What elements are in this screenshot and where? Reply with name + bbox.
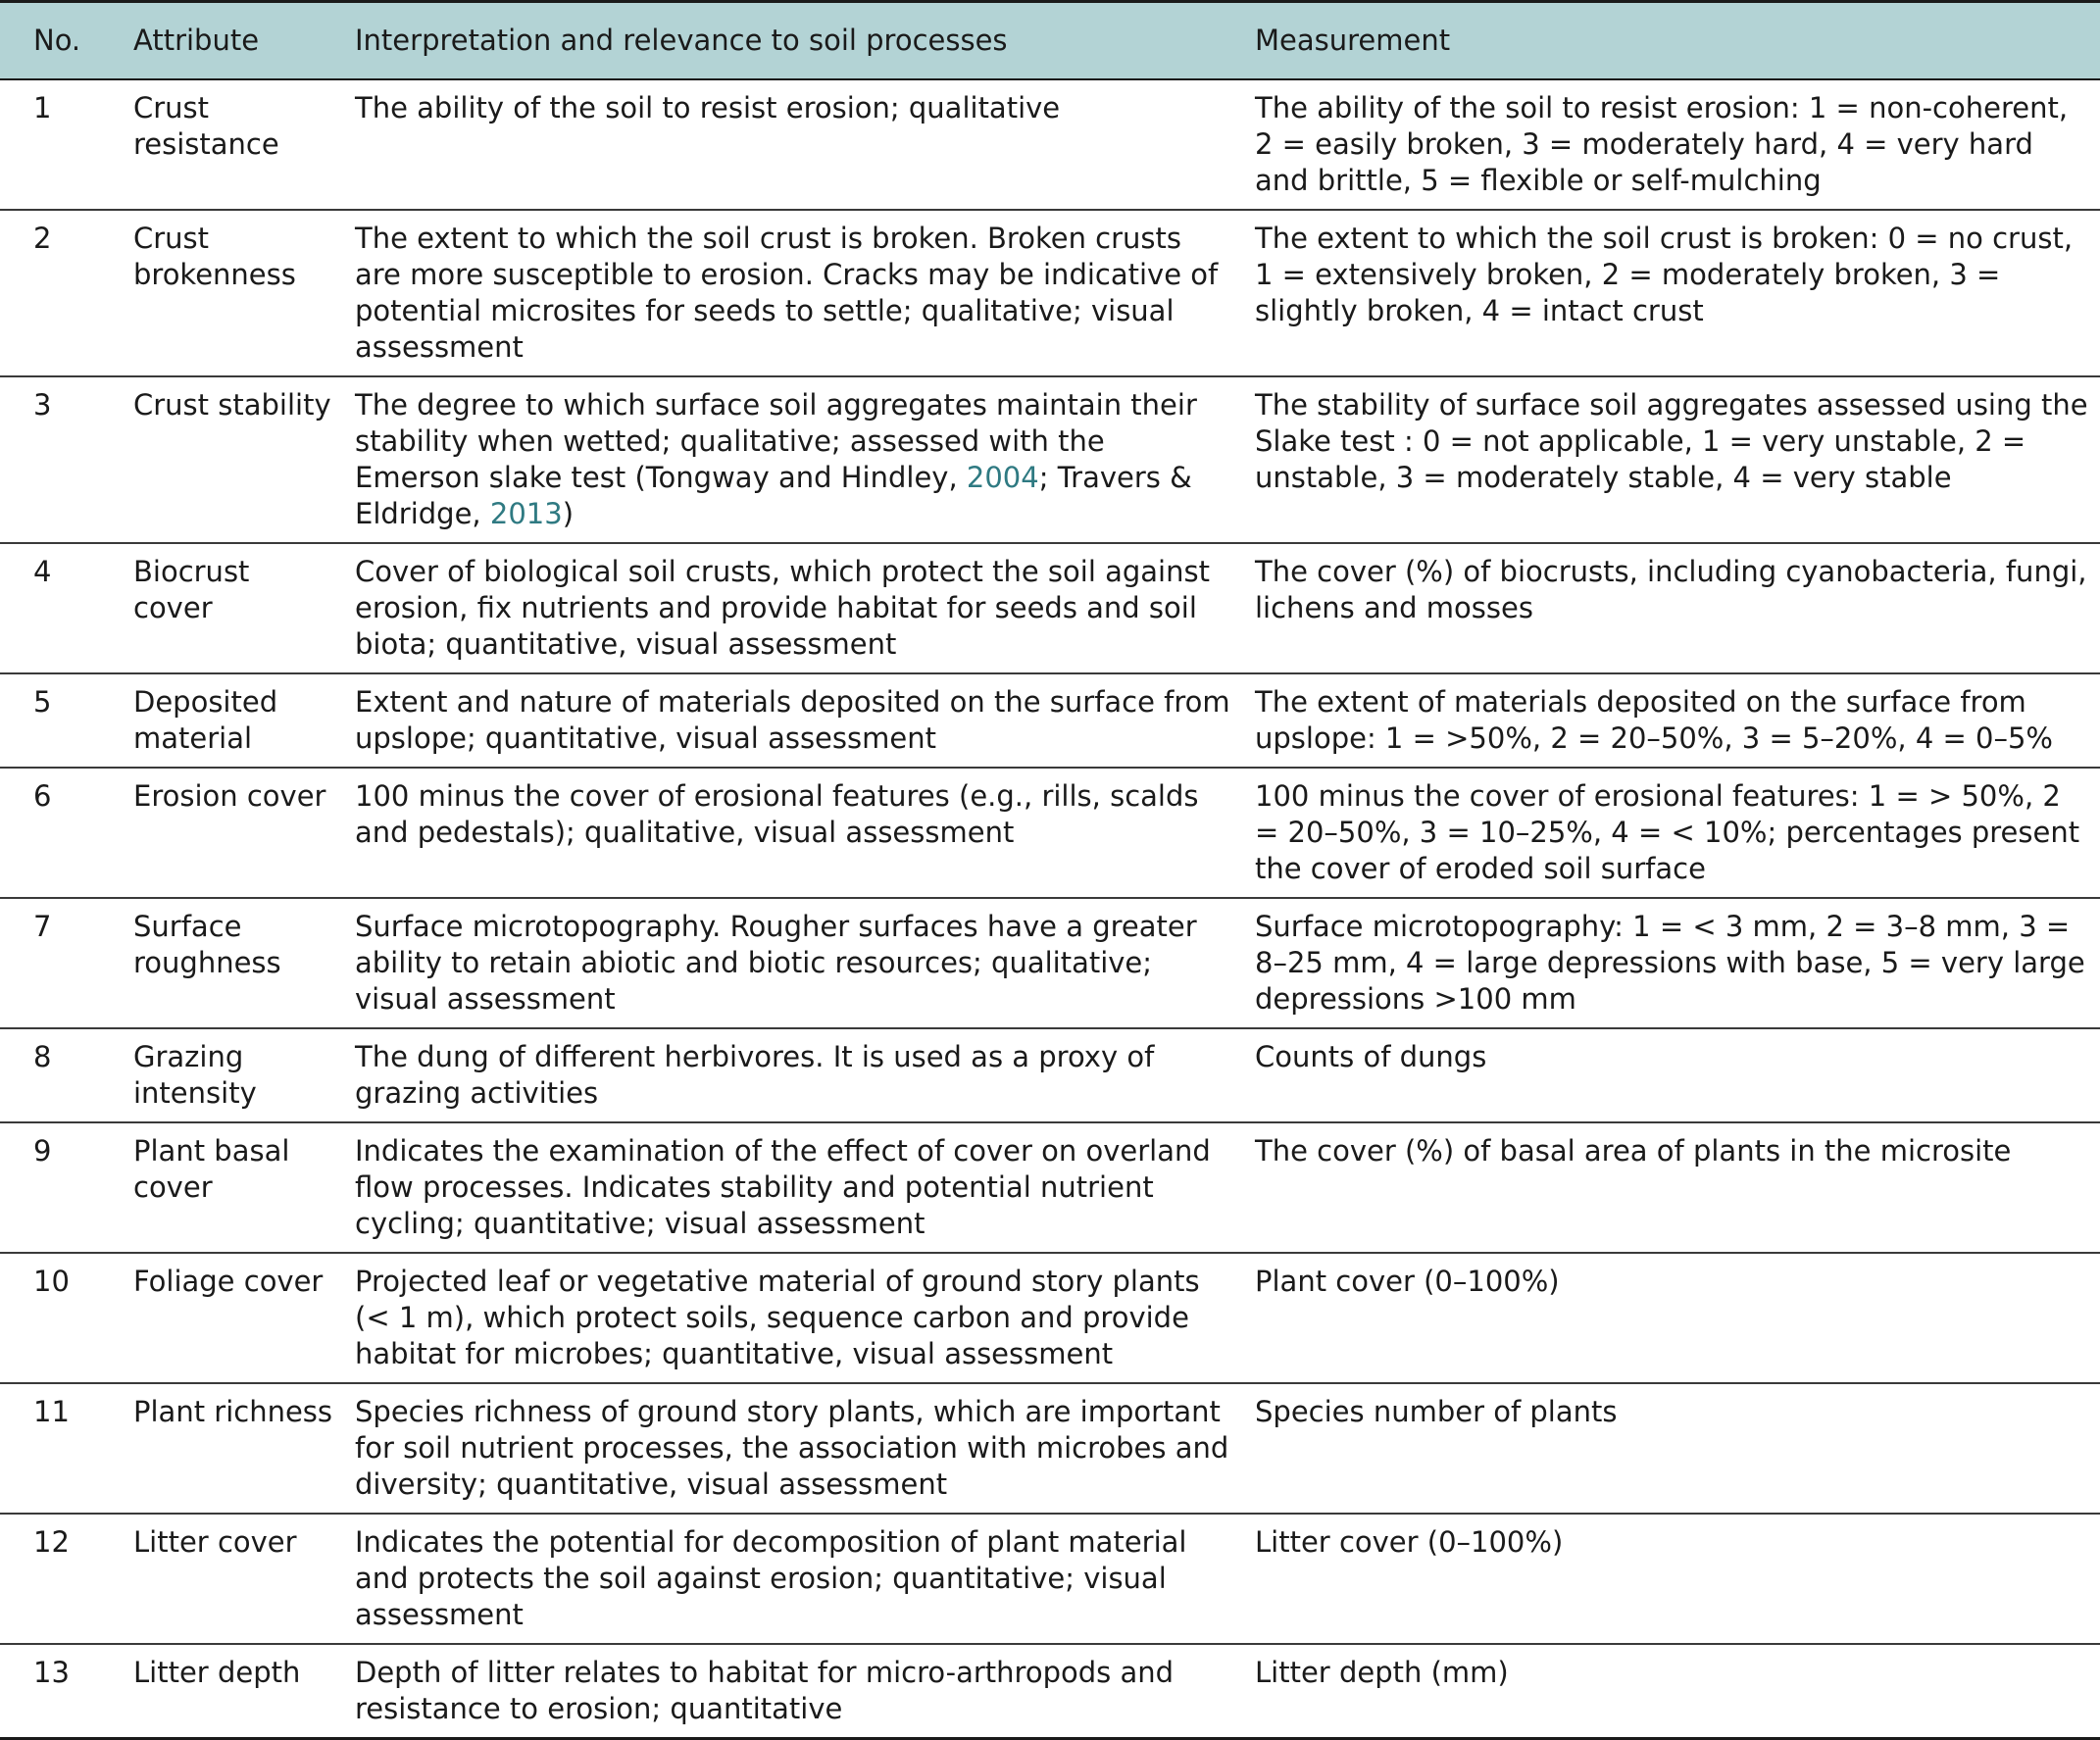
- cell-no: 10: [0, 1253, 124, 1383]
- cell-interpretation: [345, 376, 1245, 543]
- table-row: [0, 673, 2100, 768]
- cell-attribute: Deposited material: [124, 673, 345, 768]
- interpretation-text: The degree to which surface soil aggregates maintain their stability when wetted; qualitative; assessed with the Emerson slake test (Tongway and Hindley,: [355, 388, 1197, 494]
- cell-attribute: Surface roughness: [124, 898, 345, 1028]
- cell-measurement: Litter cover (0–100%): [1245, 1514, 2100, 1644]
- header-row: [0, 3, 2100, 79]
- soil-attributes-table: [0, 3, 2100, 1737]
- cell-attribute: Plant richness: [124, 1383, 345, 1514]
- table-row: [0, 79, 2100, 210]
- cell-no: 3: [0, 376, 124, 543]
- cell-interpretation: Surface microtopography. Rougher surfaces have a greater ability to retain abiotic and biotic resources; qualitative; visual assessment: [345, 898, 1245, 1028]
- cell-no: 1: [0, 79, 124, 210]
- cell-interpretation: 100 minus the cover of erosional features (e.g., rills, scalds and pedestals); qualitative, visual assessment: [345, 768, 1245, 898]
- cell-interpretation: The ability of the soil to resist erosion; qualitative: [345, 79, 1245, 210]
- table-row: [0, 1122, 2100, 1253]
- table-row: [0, 210, 2100, 376]
- table-row: [0, 1028, 2100, 1122]
- table-row: [0, 1644, 2100, 1737]
- header-measurement: Measurement: [1245, 3, 2100, 79]
- cell-measurement: Surface microtopography: 1 = < 3 mm, 2 = 3–8 mm, 3 = 8–25 mm, 4 = large depressions with base, 5 = very large depressions >100 mm: [1245, 898, 2100, 1028]
- table-row: [0, 898, 2100, 1028]
- cell-interpretation: Species richness of ground story plants, which are important for soil nutrient processes, the association with microbes and diversity; quantitative, visual assessment: [345, 1383, 1245, 1514]
- cell-no: 11: [0, 1383, 124, 1514]
- cell-measurement: The cover (%) of basal area of plants in the microsite: [1245, 1122, 2100, 1253]
- cell-attribute: Foliage cover: [124, 1253, 345, 1383]
- cell-attribute: Erosion cover: [124, 768, 345, 898]
- cell-interpretation: Extent and nature of materials deposited on the surface from upslope; quantitative, visual assessment: [345, 673, 1245, 768]
- cell-interpretation: Cover of biological soil crusts, which protect the soil against erosion, fix nutrients and provide habitat for seeds and soil biota; quantitative, visual assessment: [345, 543, 1245, 673]
- cell-no: 12: [0, 1514, 124, 1644]
- cell-attribute: Crust brokenness: [124, 210, 345, 376]
- cell-no: 5: [0, 673, 124, 768]
- cell-attribute: Crust resistance: [124, 79, 345, 210]
- cell-no: 9: [0, 1122, 124, 1253]
- cell-no: 13: [33, 1656, 70, 1689]
- header-no: No.: [0, 3, 124, 79]
- cell-no: 4: [0, 543, 124, 673]
- table-body: [0, 79, 2100, 1737]
- cell-attribute: Biocrust cover: [124, 543, 345, 673]
- cell-interpretation: Depth of litter relates to habitat for micro-arthropods and resistance to erosion; quantitative: [355, 1656, 1175, 1725]
- table-row: [0, 1514, 2100, 1644]
- table-row: [0, 1383, 2100, 1514]
- cell-measurement: Litter depth (mm): [1255, 1656, 1509, 1689]
- cell-attribute: Litter depth: [133, 1656, 301, 1689]
- cell-measurement: Species number of plants: [1245, 1383, 2100, 1514]
- header-interpretation: Interpretation and relevance to soil processes: [345, 3, 1245, 79]
- cell-interpretation: The extent to which the soil crust is broken. Broken crusts are more susceptible to erosion. Cracks may be indicative of potential microsites for seeds to settle; qualitative; visual assessment: [345, 210, 1245, 376]
- cell-measurement: The extent of materials deposited on the surface from upslope: 1 = >50%, 2 = 20–50%, 3 = 5–20%, 4 = 0–5%: [1245, 673, 2100, 768]
- cell-no: 7: [0, 898, 124, 1028]
- cell-attribute: Litter cover: [124, 1514, 345, 1644]
- cell-measurement: 100 minus the cover of erosional features: 1 = > 50%, 2 = 20–50%, 3 = 10–25%, 4 = < 10%; percentages present the cover of eroded soil surface: [1245, 768, 2100, 898]
- cell-measurement: Plant cover (0–100%): [1245, 1253, 2100, 1383]
- table-header: [0, 3, 2100, 79]
- table-row: [0, 543, 2100, 673]
- cell-interpretation: Projected leaf or vegetative material of ground story plants (< 1 m), which protect soils, sequence carbon and provide habitat for microbes; quantitative, visual assessment: [345, 1253, 1245, 1383]
- header-attribute: Attribute: [124, 3, 345, 79]
- interpretation-text: ): [562, 497, 575, 530]
- cell-attribute: Crust stability: [124, 376, 345, 543]
- cell-measurement: The stability of surface soil aggregates assessed using the Slake test : 0 = not applicable, 1 = very unstable, 2 = unstable, 3 = moderately stable, 4 = very stable: [1245, 376, 2100, 543]
- cell-interpretation: The dung of different herbivores. It is used as a proxy of grazing activities: [345, 1028, 1245, 1122]
- interpretation-text: ; Travers & Eldridge,: [355, 461, 1192, 530]
- cell-measurement: The extent to which the soil crust is broken: 0 = no crust, 1 = extensively broken, 2 = moderately broken, 3 = slightly broken, 4 = intact crust: [1245, 210, 2100, 376]
- table-row: [0, 768, 2100, 898]
- citation-link-2004[interactable]: 2004: [966, 461, 1039, 494]
- citation-link-2013[interactable]: 2013: [489, 497, 563, 530]
- cell-measurement: The cover (%) of biocrusts, including cyanobacteria, fungi, lichens and mosses: [1245, 543, 2100, 673]
- cell-attribute: Grazing intensity: [124, 1028, 345, 1122]
- cell-attribute: Plant basal cover: [124, 1122, 345, 1253]
- cell-measurement: Counts of dungs: [1245, 1028, 2100, 1122]
- cell-no: 6: [0, 768, 124, 898]
- cell-measurement: The ability of the soil to resist erosion: 1 = non-coherent, 2 = easily broken, 3 = moderately hard, 4 = very hard and brittle, 5 = flexible or self-mulching: [1245, 79, 2100, 210]
- table-row: [0, 1253, 2100, 1383]
- cell-no: 2: [0, 210, 124, 376]
- cell-interpretation: Indicates the potential for decomposition of plant material and protects the soil against erosion; quantitative; visual assessment: [345, 1514, 1245, 1644]
- cell-interpretation: Indicates the examination of the effect of cover on overland flow processes. Indicates stability and potential nutrient cycling; quantitative; visual assessment: [345, 1122, 1245, 1253]
- cell-no: 8: [0, 1028, 124, 1122]
- table-row: [0, 376, 2100, 543]
